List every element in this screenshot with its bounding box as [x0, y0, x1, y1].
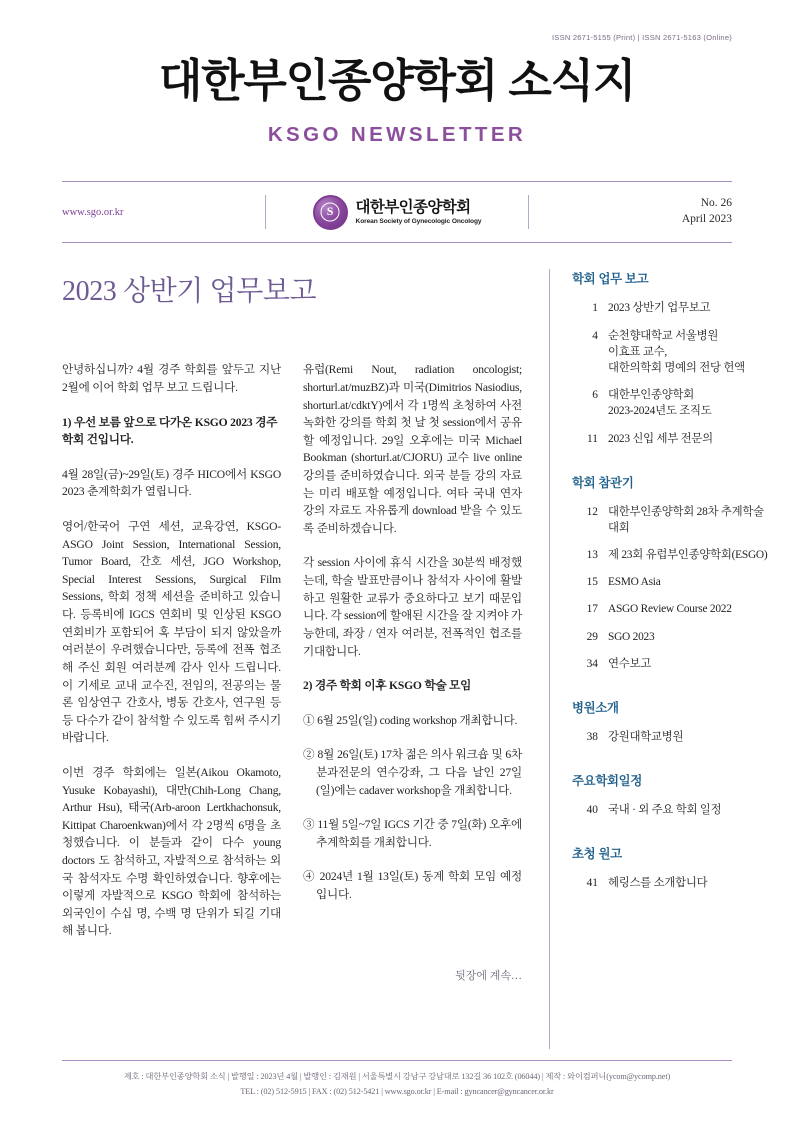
toc-entry-line: 2023 상반기 업무보고 — [608, 302, 711, 315]
toc-entry-label — [608, 328, 772, 377]
article-paragraph: ② 8월 26일(토) 17차 젊은 의사 워크숍 및 6차 분과전문의 연수강좌, 그 다음 날인 27일(일)에는 cadaver workshop을 개최합니다. — [303, 748, 522, 797]
toc-page-number: 13 — [586, 549, 598, 562]
toc-entry-label — [608, 656, 772, 672]
toc-entry[interactable] — [572, 300, 772, 316]
toc-entry[interactable] — [572, 387, 772, 419]
toc-page-number: 34 — [586, 657, 598, 670]
issn-line: ISSN 2671-5155 (Print) | ISSN 2671-5163 (Online) — [552, 33, 732, 42]
toc-entry-line: 대한의학회 명예의 전당 헌액 — [608, 361, 745, 374]
toc-group-heading: 병원소개 — [572, 701, 619, 716]
toc-page-number: 29 — [586, 630, 598, 643]
toc-group-heading: 초청 원고 — [572, 847, 622, 862]
toc-entry-label — [608, 387, 772, 419]
toc-page-number: 6 — [592, 389, 598, 402]
article-paragraph: 유럽(Remi Nout, radiation oncologist; shorturl.at/muzBZ)과 미국(Dimitrios Nasiodius, shorturl.at/cdktY)에서 각 1명씩 초청하여 사전 녹화한 강의를 학회 첫 날 첫 session에서 공유할 예정입니다. 29일 오후에는 미국 Michael Bookman (shorturl.at/CJORU) 교수 live online 강의를 준비하였습니다. 외국 분들 강의 자료는 미리 배포할 예정입니다. 여타 국내 연자 강의 자료도 자유롭게 download 받을 수 있도록 준비하겠습니다. — [303, 363, 522, 535]
toc-page-number: 12 — [586, 505, 598, 518]
toc-group — [572, 473, 772, 672]
toc-entry-line: 헤링스를 소개합니다 — [608, 877, 708, 890]
table-of-contents — [550, 269, 772, 1049]
toc-page-number: 4 — [592, 329, 598, 342]
toc-entry-line: 이효표 교수, — [608, 345, 667, 358]
toc-entry-label — [608, 431, 772, 447]
society-logo — [266, 195, 528, 229]
toc-page-number: 40 — [586, 804, 598, 817]
toc-group — [572, 269, 772, 446]
ksgo-emblem-icon: S — [313, 195, 348, 230]
header-band — [62, 181, 732, 242]
article-column — [62, 269, 522, 1049]
toc-entry-label — [608, 629, 772, 645]
toc-entry-line: 2023 신입 세부 전문의 — [608, 432, 713, 445]
toc-page-number: 17 — [586, 603, 598, 616]
issue-number: No. 26 — [700, 197, 732, 210]
article-column-1 — [62, 361, 281, 957]
footer-line-1: 제호 : 대한부인종양학회 소식 | 발행일 : 2023년 4월 | 발행인 : 김재원 | 서울특별시 강남구 강남대로 132길 36 102호 (06044) | 제작 : 와이컴퍼니(ycom@ycomp.net) — [123, 1072, 671, 1082]
article-paragraph: 각 session 사이에 휴식 시간을 30분씩 배정했는데, 학술 발표만큼이나 참석자 사이에 활발하고 원활한 교류가 중요하다고 보기 때문입니다. 각 session에 할애된 시간을 잘 지켜야 가능한데, 좌장 / 연자 여러분, 전폭적인 협조를 기대합니다. — [303, 556, 522, 658]
toc-entry-line: SGO 2023 — [608, 630, 655, 643]
toc-entry-line: ASGO Review Course 2022 — [608, 603, 732, 616]
toc-entry-label — [608, 601, 772, 617]
toc-group-heading: 주요학회일정 — [572, 774, 643, 789]
content-area — [62, 269, 768, 1049]
toc-entry-label — [608, 729, 772, 745]
toc-page-number: 41 — [586, 877, 598, 890]
toc-entry-label — [608, 504, 772, 536]
toc-entry-line: 제 23회 유럽부인종양학회(ESGO) — [608, 549, 768, 562]
website-link[interactable]: www.sgo.or.kr — [62, 206, 124, 218]
article-paragraph: 안녕하십니까? 4월 경주 학회를 앞두고 지난 2월에 이어 학회 업무 보고 드립니다. — [62, 363, 281, 394]
article-paragraph: ① 6월 25일(일) coding workshop 개최합니다. — [303, 713, 518, 727]
article-column-2 — [303, 361, 522, 957]
toc-page-number: 38 — [586, 731, 598, 744]
toc-entry[interactable] — [572, 629, 772, 645]
toc-entry[interactable] — [572, 431, 772, 447]
toc-entry[interactable] — [572, 328, 772, 377]
toc-entry-line: ESMO Asia — [608, 576, 661, 589]
masthead — [62, 42, 732, 147]
footer-line-2: TEL : (02) 512-5915 | FAX : (02) 512-5421 | www.sgo.or.kr | E-mail : gyncancer@gyncancer.or.kr — [240, 1086, 554, 1096]
article-paragraph: 영어/한국어 구연 세션, 교육강연, KSGO-ASGO Joint Session, International Session, Tumor Board, 간호 세션, JGO Workshop, Special Interest Sessions, Surgical Film Sessions, 학회 정책 세션을 준비하고 있습니다. 등록비에 IGCS 연회비 및 인상된 KSGO 연회비가 포함되어 혹 부담이 되지 않았을까 여러분이 우려했습니다만, 등록에 전폭 협조해 주신 회원 여러분께 감사 인사 드립니다. 이 기세로 교내 교수진, 전임의, 전공의는 물론 임상연구 간호사, 병동 간호사, 연구원 등등 다수가 같이 참석할 수 있도록 힘써 주시기 바랍니다. — [62, 520, 281, 745]
logo-name-en: Korean Society of Gynecologic Oncology — [355, 218, 482, 226]
page-footer — [62, 1060, 732, 1099]
toc-entry-line: 연수보고 — [608, 657, 652, 670]
toc-group-heading: 학회 참관기 — [572, 475, 634, 490]
toc-entry[interactable] — [572, 574, 772, 590]
toc-entry[interactable] — [572, 802, 772, 818]
toc-page-number: 15 — [586, 576, 598, 589]
toc-entry-label — [608, 547, 772, 563]
article-columns — [62, 361, 522, 957]
toc-entry-line: 대한부인종양학회 — [608, 389, 695, 402]
toc-group — [572, 771, 772, 818]
article-paragraph: ③ 11월 5일~7일 IGCS 기간 중 7일(화) 오후에 추계학회를 개최합니다. — [303, 818, 522, 849]
toc-entry-line: 강원대학교병원 — [608, 731, 684, 744]
toc-entry-label — [608, 875, 772, 891]
toc-entry[interactable] — [572, 547, 772, 563]
toc-entry[interactable] — [572, 601, 772, 617]
toc-entry-label — [608, 300, 772, 316]
continued-note: 뒷장에 계속… — [455, 970, 522, 983]
toc-page-number: 1 — [592, 302, 598, 315]
toc-entry-line: 국내 · 외 주요 학회 일정 — [608, 804, 722, 817]
article-paragraph: 1) 우선 보름 앞으로 다가온 KSGO 2023 경주 학회 건입니다. — [62, 415, 278, 447]
article-paragraph: ④ 2024년 1월 13일(토) 동계 학회 모임 예정입니다. — [303, 870, 522, 902]
toc-entry[interactable] — [572, 504, 772, 536]
header-bottom-rule — [62, 242, 732, 243]
toc-entry-line: 순천향대학교 서울병원 — [608, 329, 719, 342]
toc-page-number: 11 — [587, 432, 598, 445]
toc-entry[interactable] — [572, 729, 772, 745]
toc-group — [572, 698, 772, 745]
toc-entry-label — [608, 802, 772, 818]
page-title: 대한부인종양학회 소식지 — [158, 55, 636, 106]
toc-entry[interactable] — [572, 875, 772, 891]
toc-entry-line: 2023-2024년도 조직도 — [608, 405, 712, 418]
toc-group-heading: 학회 업무 보고 — [572, 272, 649, 287]
toc-entry[interactable] — [572, 656, 772, 672]
article-paragraph: 2) 경주 학회 이후 KSGO 학술 모임 — [303, 679, 472, 693]
issue-date: April 2023 — [681, 213, 732, 226]
article-paragraph: 이번 경주 학회에는 일본(Aikou Okamoto, Yusuke Kobayashi), 대만(Chih-Long Chang, Arthur Hsu), 태국(Arb-aroon Lertkhachonsuk, Kittipat Charoenkwan)에서 각 2명씩 6명을 초청했습니다. 이 분들과 같이 다수 young doctors 도 참석하고, 자발적으로 참석하는 외국 참석자도 수명 확인하였습니다. 향후에는 이렇게 자발적으로 KSGO 학회에 참석하는 외국인이 수십 명, 수백 명 단위가 되길 기대해 봅니다. — [62, 765, 281, 938]
logo-name-ko: 대한부인종양학회 — [355, 199, 471, 217]
masthead-subtitle: KSGO NEWSLETTER — [267, 123, 527, 147]
toc-entry-line: 대한부인종양학회 28차 추계학술대회 — [608, 505, 764, 534]
toc-entry-label — [608, 574, 772, 590]
issue-info — [529, 194, 732, 230]
article-title: 2023 상반기 업무보고 — [62, 276, 317, 308]
toc-group — [572, 844, 772, 891]
article-paragraph: 4월 28일(금)~29일(토) 경주 HICO에서 KSGO 2023 춘계학회가 열립니다. — [62, 467, 281, 499]
